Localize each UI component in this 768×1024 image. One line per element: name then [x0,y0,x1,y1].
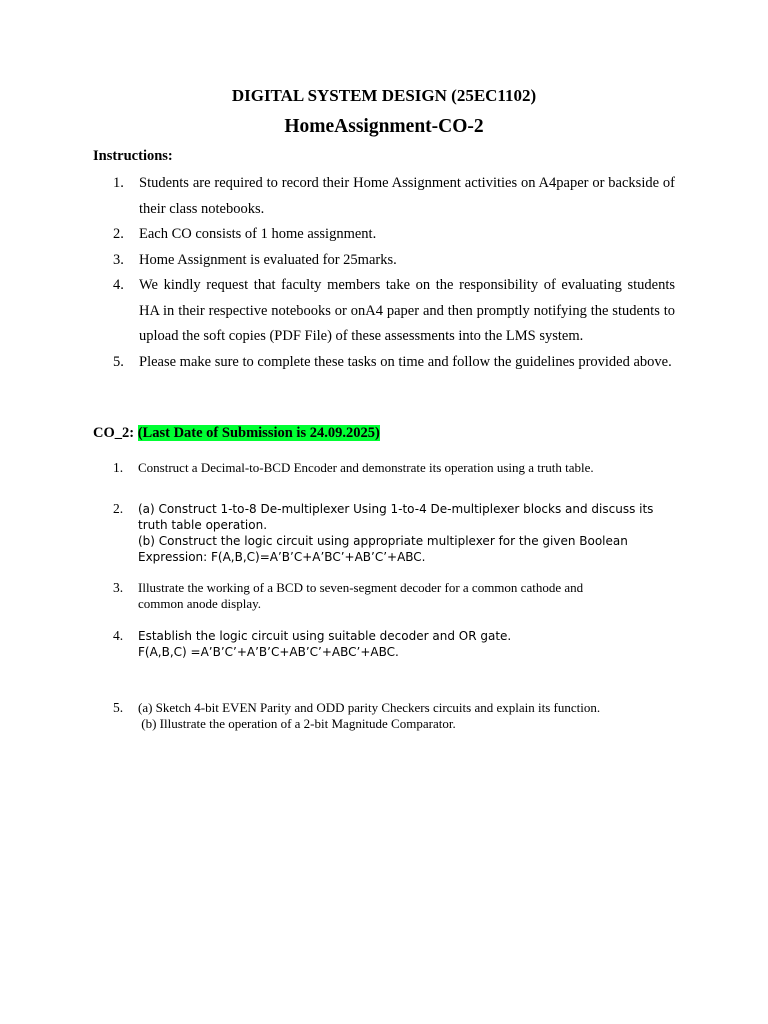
question-number: 2. [113,501,124,516]
question-line: F(A,B,C) =A’B’C’+A’B’C+AB’C’+ABC’+ABC. [138,645,399,659]
question-item [113,700,673,732]
question-line: Illustrate the working of a BCD to seven-segment decoder for a common cathode and [138,580,584,595]
question-number: 5. [113,700,124,715]
question-item [113,460,673,476]
question-item [113,580,673,612]
instruction-number: 3. [113,251,124,268]
question-line: (a) Sketch 4-bit EVEN Parity and ODD parity Checkers circuits and explain its function. [138,700,601,715]
instruction-number: 5. [113,353,124,370]
question-line: (a) Construct 1-to-8 De-multiplexer Using 1-to-4 De-multiplexer blocks and discuss its [138,502,654,516]
instructions-list [113,171,675,375]
instruction-item [113,273,675,350]
question-line: common anode display. [138,596,261,611]
question-item [113,501,673,565]
question-line: Expression: F(A,B,C)=A’B’C+A’BC’+AB’C’+ABC. [138,550,426,564]
instructions-heading: Instructions: [93,148,173,164]
co-heading [93,425,380,442]
instruction-text: Please make sure to complete these tasks on time and follow the guidelines provided above. [139,353,672,370]
instruction-number: 4. [113,277,124,293]
instruction-number: 1. [113,175,124,191]
question-line: truth table operation. [138,518,268,532]
submission-deadline: (Last Date of Submission is 24.09.2025) [137,425,380,441]
instruction-item [113,171,675,222]
question-line: Establish the logic circuit using suitable decoder and OR gate. [138,629,512,643]
instruction-number: 2. [113,226,124,242]
question-line: Construct a Decimal-to-BCD Encoder and demonstrate its operation using a truth table. [138,460,594,475]
question-number: 4. [113,628,124,643]
co-label: CO_2: [93,425,135,441]
question-line: (b) Construct the logic circuit using appropriate multiplexer for the given Boolean [138,534,628,548]
document-subtitle: HomeAssignment-CO-2 [284,116,484,137]
question-number: 1. [113,460,124,475]
question-item [113,628,673,660]
question-number: 3. [113,580,124,595]
instruction-text: Each CO consists of 1 home assignment. [139,226,377,242]
instruction-item [113,222,675,248]
instruction-item [113,248,675,274]
instruction-text: Home Assignment is evaluated for 25marks. [139,251,397,268]
question-line: (b) Illustrate the operation of a 2-bit Magnitude Comparator. [138,716,456,731]
instruction-item [113,350,675,376]
document-title: DIGITAL SYSTEM DESIGN (25EC1102) [231,86,537,105]
instruction-text: We kindly request that faculty members take on the responsibility of evaluating students HA in their respective notebooks or onA4 paper and then promptly notifying the students to upload the soft copies (PDF File) of these assessments into the LMS system. [139,277,675,344]
instruction-text: Students are required to record their Home Assignment activities on A4paper or backside of their class notebooks. [139,175,675,217]
